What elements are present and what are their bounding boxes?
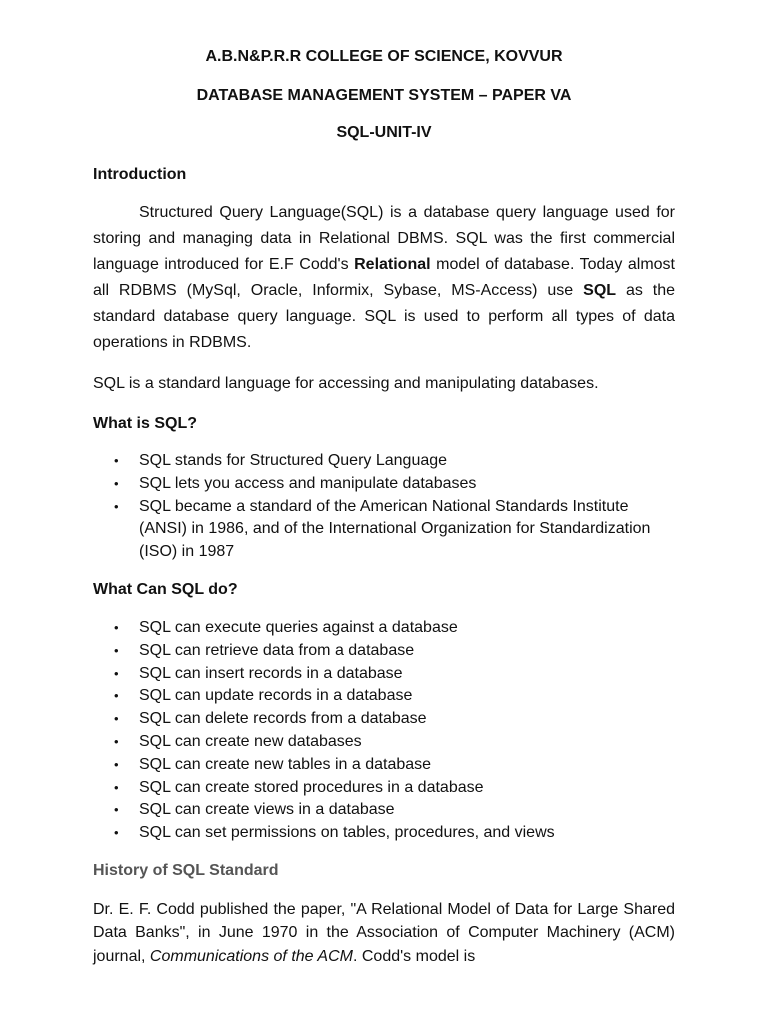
bullet-icon: • (114, 688, 119, 704)
list-item-text: SQL became a standard of the American National Standards Institute (ANSI) in 1986, and of the International Organization for Standardization (ISO) in 1987 (139, 497, 651, 561)
list-item (93, 685, 675, 708)
subject-title: DATABASE MANAGEMENT SYSTEM – PAPER VA (196, 87, 572, 104)
bullet-icon: • (114, 619, 119, 635)
bullet-icon: • (114, 756, 119, 772)
intro-bold-relational: Relational (354, 256, 431, 273)
bullet-icon: • (114, 825, 119, 841)
what-is-sql-heading: What is SQL? (93, 415, 197, 432)
list-item (93, 754, 675, 777)
introduction-heading: Introduction (93, 166, 187, 183)
what-is-sql-list (93, 450, 675, 564)
list-item (93, 799, 675, 822)
bullet-icon: • (114, 665, 119, 681)
list-item (93, 617, 675, 640)
list-item-text: SQL stands for Structured Query Language (139, 452, 448, 469)
history-text-1: Dr. E. F. Codd published the paper, "A Relational Model of Data for Large Shared Data Banks", in June 1970 in the Association of Computer Machinery (ACM) journal, (93, 900, 675, 965)
bullet-icon: • (114, 642, 119, 658)
list-item-text: SQL can insert records in a database (139, 664, 403, 682)
list-item (93, 822, 675, 845)
college-title: A.B.N&P.R.R COLLEGE OF SCIENCE, KOVVUR (205, 48, 563, 65)
history-paragraph (93, 898, 675, 969)
bullet-icon: • (114, 802, 119, 818)
document-page (93, 40, 675, 968)
history-heading: History of SQL Standard (93, 861, 279, 879)
bullet-icon: • (114, 733, 119, 749)
list-item (93, 496, 675, 564)
intro-text-2: model of database. Today almost all RDBMS (MySql, Oracle, Informix, Sybase, MS-Access) use (93, 256, 675, 299)
list-item-text: SQL can create stored procedures in a database (139, 778, 484, 796)
list-item (93, 473, 675, 496)
introduction-paragraph (93, 200, 675, 356)
list-item-text: SQL can create views in a database (139, 801, 395, 819)
what-can-sql-do-heading: What Can SQL do? (93, 580, 238, 598)
list-item-text: SQL can set permissions on tables, procedures, and views (139, 824, 555, 842)
history-text-2: . Codd's model is (352, 947, 476, 965)
sql-standard-paragraph: SQL is a standard language for accessing and manipulating databases. (93, 375, 599, 392)
intro-text-1: Structured Query Language(SQL) is a database query language used for storing and managing data in Relational DBMS. SQL was the first commercial language introduced for E.F Codd's (93, 204, 675, 273)
intro-text-3: as the standard database query language. SQL is used to perform all types of data operations in RDBMS. (93, 282, 676, 351)
what-can-sql-do-list (93, 617, 675, 845)
history-italic-journal: Communications of the ACM (149, 947, 353, 965)
list-item-text: SQL can update records in a database (139, 687, 413, 705)
list-item (93, 708, 675, 731)
bullet-icon: • (114, 453, 119, 468)
list-item (93, 640, 675, 663)
list-item-text: SQL can retrieve data from a database (139, 641, 415, 659)
intro-bold-sql: SQL (583, 282, 617, 299)
bullet-icon: • (114, 779, 119, 795)
list-item (93, 731, 675, 754)
unit-title: SQL-UNIT-IV (336, 124, 432, 141)
list-item-text: SQL can execute queries against a database (139, 618, 458, 636)
bullet-icon: • (114, 711, 119, 727)
list-item-text: SQL lets you access and manipulate databases (139, 474, 477, 492)
list-item (93, 663, 675, 686)
list-item-text: SQL can create new databases (139, 732, 362, 750)
list-item (93, 450, 675, 473)
bullet-icon: • (114, 498, 119, 514)
list-item (93, 777, 675, 800)
list-item-text: SQL can delete records from a database (139, 710, 427, 728)
bullet-icon: • (114, 475, 119, 491)
list-item-text: SQL can create new tables in a database (139, 755, 432, 773)
